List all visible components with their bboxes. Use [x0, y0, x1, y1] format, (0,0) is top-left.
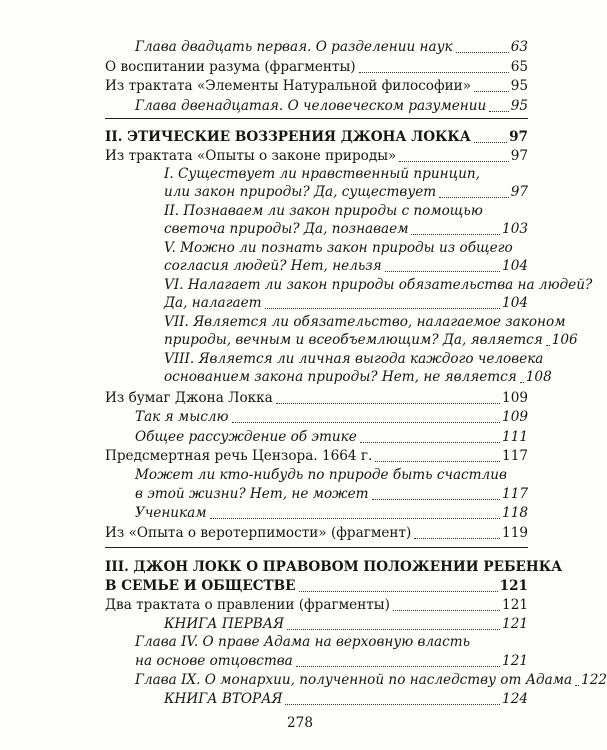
toc-entry-page: 117	[502, 486, 528, 502]
toc-entry[interactable]	[135, 428, 528, 447]
toc-entry-page: 97	[509, 129, 528, 145]
dot-leader	[385, 271, 500, 272]
toc-entry-title-cont: Да, налагает	[164, 295, 262, 311]
toc-entry-page: 111	[502, 429, 528, 445]
toc-entry-page: 63	[510, 39, 528, 55]
toc-entry-title-cont: светоча природы? Да, познаваем	[164, 221, 409, 237]
toc-entry[interactable]	[164, 257, 528, 276]
toc-entry-page: 118	[502, 505, 528, 521]
toc-entry-title: КНИГА ВТОРАЯ	[164, 691, 283, 707]
toc-section-heading[interactable]	[105, 128, 528, 147]
toc-entry-page: 104	[502, 258, 528, 274]
dot-leader	[456, 52, 509, 53]
toc-entry-title: Глава IX. О монархии, полученной по наследству от Адама	[135, 672, 573, 688]
toc-entry-page: 109	[502, 409, 528, 425]
toc-entry-title: КНИГА ПЕРВАЯ	[164, 616, 285, 632]
toc-entry-title-cont: основанием закона природы? Нет, не является	[164, 369, 517, 385]
dot-leader	[299, 591, 498, 592]
toc-entry[interactable]	[164, 294, 528, 313]
toc-entry-page: 106	[551, 332, 578, 348]
toc-entry[interactable]	[164, 220, 528, 239]
dot-leader	[359, 72, 509, 73]
dot-leader	[393, 610, 500, 611]
toc-entry-title: Так я мыслю	[135, 409, 229, 425]
toc-entry-title-cont: согласия людей? Нет, нельзя	[164, 258, 382, 274]
toc-entry[interactable]	[105, 147, 528, 166]
dot-leader	[439, 197, 509, 198]
dot-leader	[575, 685, 579, 686]
dot-leader	[489, 111, 508, 112]
toc-entry-title: Два трактата о правлении (фрагменты)	[105, 597, 390, 613]
dot-leader	[399, 161, 508, 162]
toc-entry-title: VI. Налагает ли закон природы обязательства на людей?	[164, 277, 593, 293]
toc-entry-page: 121	[499, 578, 528, 594]
toc-entry-page: 117	[502, 448, 528, 464]
toc-entry[interactable]	[135, 671, 607, 690]
toc-entry-title: Общее рассуждение об этике	[135, 429, 357, 445]
dot-leader	[372, 499, 501, 500]
toc-entry[interactable]	[164, 368, 552, 387]
dot-leader	[520, 382, 524, 383]
toc-entry[interactable]	[105, 77, 528, 96]
toc-entry-title: Ученикам	[135, 505, 207, 521]
toc-entry[interactable]	[164, 331, 578, 350]
dot-leader	[474, 91, 509, 92]
toc-entry-page: 108	[525, 369, 552, 385]
toc-entry[interactable]	[164, 690, 528, 709]
dot-leader	[414, 538, 500, 539]
toc-entry-title: Из трактата «Опыты о законе природы»	[105, 148, 397, 164]
toc-entry-title: Предсмертная речь Цензора. 1664 г.	[105, 448, 373, 464]
page-number: 278	[287, 715, 313, 731]
dot-leader	[210, 518, 501, 519]
dot-leader	[375, 461, 500, 462]
toc-entry[interactable]	[105, 447, 528, 466]
toc-entry-page: 124	[502, 691, 528, 707]
toc-entry-title: I. Существует ли нравственный принцип,	[164, 166, 480, 182]
toc-entry-title-cont: В СЕМЬЕ И ОБЩЕСТВЕ	[105, 578, 296, 594]
toc-entry-title: II. ЭТИЧЕСКИЕ ВОЗЗРЕНИЯ ДЖОНА ЛОККА	[105, 129, 471, 145]
toc-entry[interactable]	[105, 596, 528, 615]
toc-entry[interactable]	[135, 408, 528, 427]
dot-leader	[411, 234, 500, 235]
toc-entry-page: 97	[510, 184, 528, 200]
toc-entry-title: V. Можно ли познать закон природы из общего	[164, 240, 513, 256]
toc-entry[interactable]	[135, 652, 528, 671]
toc-entry-title: VII. Является ли обязательство, налагаемое законом	[164, 314, 566, 330]
toc-entry-title: Из бумаг Джона Локка	[105, 390, 273, 406]
toc-entry[interactable]	[105, 524, 528, 543]
toc-entry-title: Из трактата «Элементы Натуральной философии»	[105, 78, 472, 94]
toc-entry-page: 65	[510, 59, 528, 75]
toc-entry-page: 95	[510, 78, 528, 94]
toc-entry-title: Глава двадцать первая. О разделении наук	[135, 39, 453, 55]
toc-entry-title: Глава двенадцатая. О человеческом разумении	[135, 98, 487, 114]
toc-section-heading[interactable]	[105, 577, 528, 596]
dot-leader	[287, 629, 500, 630]
toc-entry[interactable]	[135, 38, 528, 57]
toc-entry-title-cont: или закон природы? Да, существует	[164, 184, 437, 200]
dot-leader	[232, 422, 501, 423]
toc-entry[interactable]	[135, 97, 528, 116]
toc-entry[interactable]	[135, 504, 528, 523]
toc-entry[interactable]	[135, 485, 528, 504]
toc-entry-title-cont: в этой жизни? Нет, не может	[135, 486, 369, 502]
dot-leader	[474, 142, 507, 143]
toc-entry-page: 97	[510, 148, 528, 164]
toc-entry-title-cont: на основе отцовства	[135, 653, 293, 669]
section-divider	[105, 547, 528, 548]
dot-leader	[265, 308, 501, 309]
toc-entry-page: 109	[502, 390, 528, 406]
toc-entry-title: Может ли кто-нибудь по природе быть счастлив	[135, 467, 507, 483]
toc-entry-title-cont: природы, вечным и всеобъемлющим? Да, является	[164, 332, 543, 348]
toc-entry-page: 119	[502, 525, 528, 541]
toc-section-heading-title: III. ДЖОН ЛОКК О ПРАВОВОМ ПОЛОЖЕНИИ РЕБЕНКА	[105, 559, 563, 575]
dot-leader	[546, 345, 550, 346]
toc-entry-title: О воспитании разума (фрагменты)	[105, 59, 356, 75]
toc-entry[interactable]	[164, 615, 528, 634]
toc-entry-page: 95	[510, 98, 528, 114]
toc-entry-page: 121	[502, 616, 528, 632]
toc-entry-page: 122	[581, 672, 607, 688]
toc-entry[interactable]	[105, 58, 528, 77]
toc-entry[interactable]	[105, 389, 528, 408]
toc-entry[interactable]	[164, 183, 528, 202]
toc-entry-page: 121	[502, 597, 528, 613]
toc-entry-title: II. Познаваем ли закон природы с помощью	[164, 203, 483, 219]
dot-leader	[296, 666, 500, 667]
dot-leader	[285, 704, 500, 705]
dot-leader	[360, 442, 500, 443]
toc-entry-title: VIII. Является ли личная выгода каждого человека	[164, 351, 544, 367]
toc-entry-page: 121	[502, 653, 528, 669]
toc-entry-title: Из «Опыта о веротерпимости» (фрагмент)	[105, 525, 412, 541]
toc-entry-page: 103	[502, 221, 528, 237]
section-divider	[105, 118, 528, 119]
dot-leader	[276, 403, 500, 404]
toc-entry-title: Глава IV. О праве Адама на верховную власть	[135, 634, 471, 650]
toc-entry-page: 104	[502, 295, 528, 311]
